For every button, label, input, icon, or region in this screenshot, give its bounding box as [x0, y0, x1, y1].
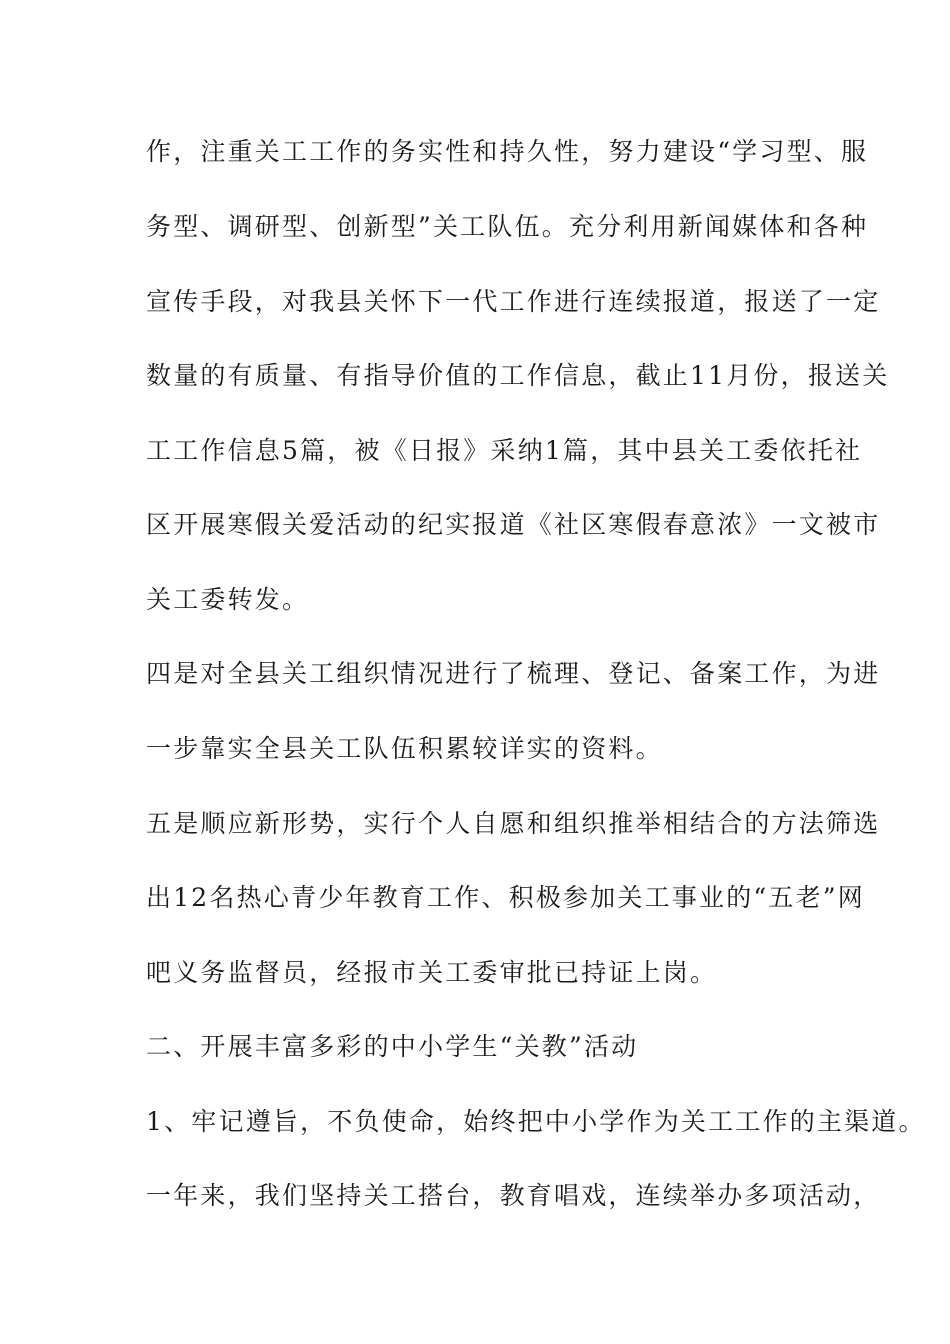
text-line: 务型、调研型、创新型”关工队伍。充分利用新闻媒体和各种 [146, 212, 869, 241]
text-line: 吧义务监督员，经报市关工委审批已持证上岗。 [146, 958, 718, 987]
text-line: 四是对全县关工组织情况进行了梳理、登记、备案工作，为进 [146, 659, 881, 688]
section-heading: 二、开展丰富多彩的中小学生“关教”活动 [146, 1032, 639, 1061]
text-line: 出12名热心青少年教育工作、积极参加关工事业的“五老”网 [146, 883, 865, 912]
text-line: 区开展寒假关爱活动的纪实报道《社区寒假春意浓》一文被市 [146, 510, 881, 539]
text-line: 数量的有质量、有指导价值的工作信息，截止11月份，报送关 [146, 361, 890, 390]
text-line: 1、牢记遵旨，不负使命，始终把中小学作为关工工作的主渠道。 [146, 1107, 926, 1136]
text-line: 宣传手段，对我县关怀下一代工作进行连续报道，报送了一定 [146, 287, 881, 316]
text-line: 一年来，我们坚持关工搭台，教育唱戏，连续举办多项活动， [146, 1181, 881, 1210]
text-line: 关工委转发。 [146, 585, 310, 614]
text-line: 一步靠实全县关工队伍积累较详实的资料。 [146, 734, 663, 763]
text-line: 五是顺应新形势，实行个人自愿和组织推举相结合的方法筛选 [146, 809, 881, 838]
text-line: 作，注重关工工作的务实性和持久性，努力建设“学习型、服 [146, 137, 869, 166]
text-line: 工工作信息5篇，被《日报》采纳1篇，其中县关工委依托社 [146, 436, 863, 465]
